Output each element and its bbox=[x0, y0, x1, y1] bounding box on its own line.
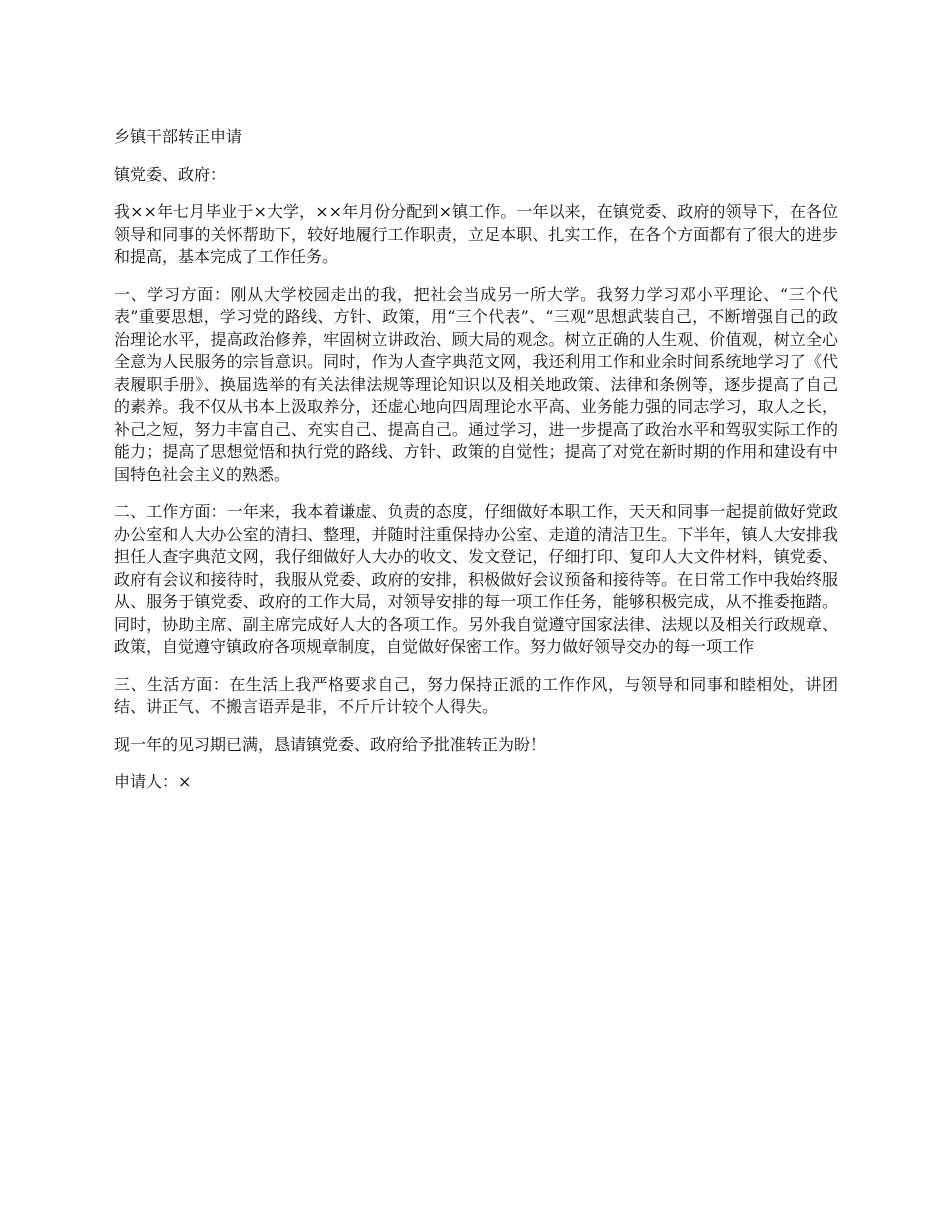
salutation: 镇党委、政府： bbox=[114, 164, 227, 184]
signature: 申请人：× bbox=[114, 772, 192, 791]
document-title: 乡镇干部转正申请 bbox=[114, 127, 243, 146]
document-body bbox=[114, 126, 838, 809]
paragraph-study: 一、学习方面：刚从大学校园走出的我，把社会当成另一所大学。我努力学习邓小平理论、“三个代表”重要思想，学习党的路线、方针、政策，用“三个代表”、“三观”思想武装自己，不断增强自己的政治理论水平，提高政治修养，牢固树立讲政治、顾大局的观念。树立正确的人生观、价值观，树立全心全意为人民服务的宗旨意识。同时，作为人查字典范文网，我还利用工作和业余时间系统地学习了《代表履职手册》、换届选举的有关法律法规等理论知识以及相关地政策、法律和条例等，逐步提高了自己的素养。我不仅从书本上汲取养分，还虚心地向四周理论水平高、业务能力强的同志学习，取人之长，补己之短，努力丰富自己、充实自己、提高自己。通过学习，进一步提高了政治水平和驾驭实际工作的能力；提高了思想觉悟和执行党的路线、方针、政策的自觉性；提高了对党在新时期的作用和建设有中国特色社会主义的熟悉。 bbox=[114, 284, 838, 484]
paragraph-life: 三、生活方面：在生活上我严格要求自己，努力保持正派的工作作风，与领导和同事和睦相处，讲团结、讲正气、不搬言语弄是非，不斤斤计较个人得失。 bbox=[114, 674, 838, 716]
paragraph-request: 现一年的见习期已满，恳请镇党委、政府给予批准转正为盼！ bbox=[114, 734, 547, 754]
paragraph-intro: 我××年七月毕业于×大学，××年月份分配到×镇工作。一年以来，在镇党委、政府的领导下，在各位领导和同事的关怀帮助下，较好地履行工作职责，立足本职、扎实工作，在各个方面都有了很大的进步和提高，基本完成了工作任务。 bbox=[114, 202, 838, 266]
paragraph-work: 二、工作方面：一年来，我本着谦虚、负责的态度，仔细做好本职工作，天天和同事一起提前做好党政办公室和人大办公室的清扫、整理，并随时注重保持办公室、走道的清洁卫生。下半年，镇人大安排我担任人查字典范文网，我仔细做好人大办的收文、发文登记，仔细打印、复印人大文件材料，镇党委、政府有会议和接待时，我服从党委、政府的安排，积极做好会议预备和接待等。在日常工作中我始终服从、服务于镇党委、政府的工作大局，对领导安排的每一项工作任务，能够积极完成，从不推委拖踏。同时，协助主席、副主席完成好人大的各项工作。另外我自觉遵守国家法律、法规以及相关行政规章、政策，自觉遵守镇政府各项规章制度，自觉做好保密工作。努力做好领导交办的每一项工作 bbox=[114, 502, 838, 656]
